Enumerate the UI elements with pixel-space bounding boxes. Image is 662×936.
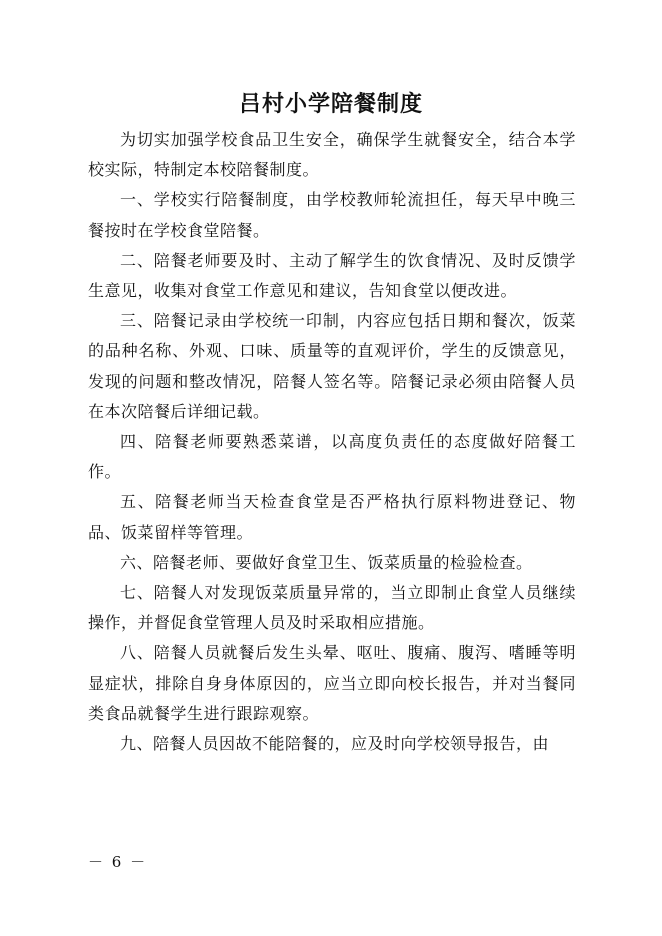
rule-paragraph-1: 一、学校实行陪餐制度，由学校教师轮流担任，每天早中晚三餐按时在学校食堂陪餐。 [88,190,576,240]
document-body [88,125,576,759]
rule-paragraph-8: 八、陪餐人员就餐后发生头晕、呕吐、腹痛、腹泻、嗜睡等明显症状，排除自身身体原因的，应当立即向校长报告，并对当餐同类食品就餐学生进行跟踪观察。 [88,643,576,723]
document-title: 吕村小学陪餐制度 [238,91,423,117]
intro-paragraph: 为切实加强学校食品卫生安全，确保学生就餐安全，结合本学校实际，特制定本校陪餐制度。 [88,130,576,180]
rule-paragraph-5: 五、陪餐老师当天检查食堂是否严格执行原料物进登记、物品、饭菜留样等管理。 [88,492,576,542]
rule-paragraph-2: 二、陪餐老师要及时、主动了解学生的饮食情况、及时反馈学生意见，收集对食堂工作意见和建议，告知食堂以便改进。 [88,250,576,301]
rule-paragraph-9: 九、陪餐人员因故不能陪餐的，应及时向学校领导报告，由 [120,734,550,754]
rule-paragraph-6: 六、陪餐老师、要做好食堂卫生、饭菜质量的检验检查。 [120,552,533,572]
rule-paragraph-7: 七、陪餐人对发现饭菜质量异常的，当立即制止食堂人员继续操作，并督促食堂管理人员及时采取相应措施。 [88,583,576,633]
rule-paragraph-4: 四、陪餐老师要熟悉菜谱，以高度负责任的态度做好陪餐工作。 [88,432,576,482]
rule-paragraph-3: 三、陪餐记录由学校统一印制，内容应包括日期和餐次，饭菜的品种名称、外观、口味、质量等的直观评价，学生的反馈意见，发现的问题和整改情况，陪餐人签名等。陪餐记录必须由陪餐人员在本次陪餐后详细记载。 [88,311,576,421]
page-number: － 6 － [88,853,148,871]
